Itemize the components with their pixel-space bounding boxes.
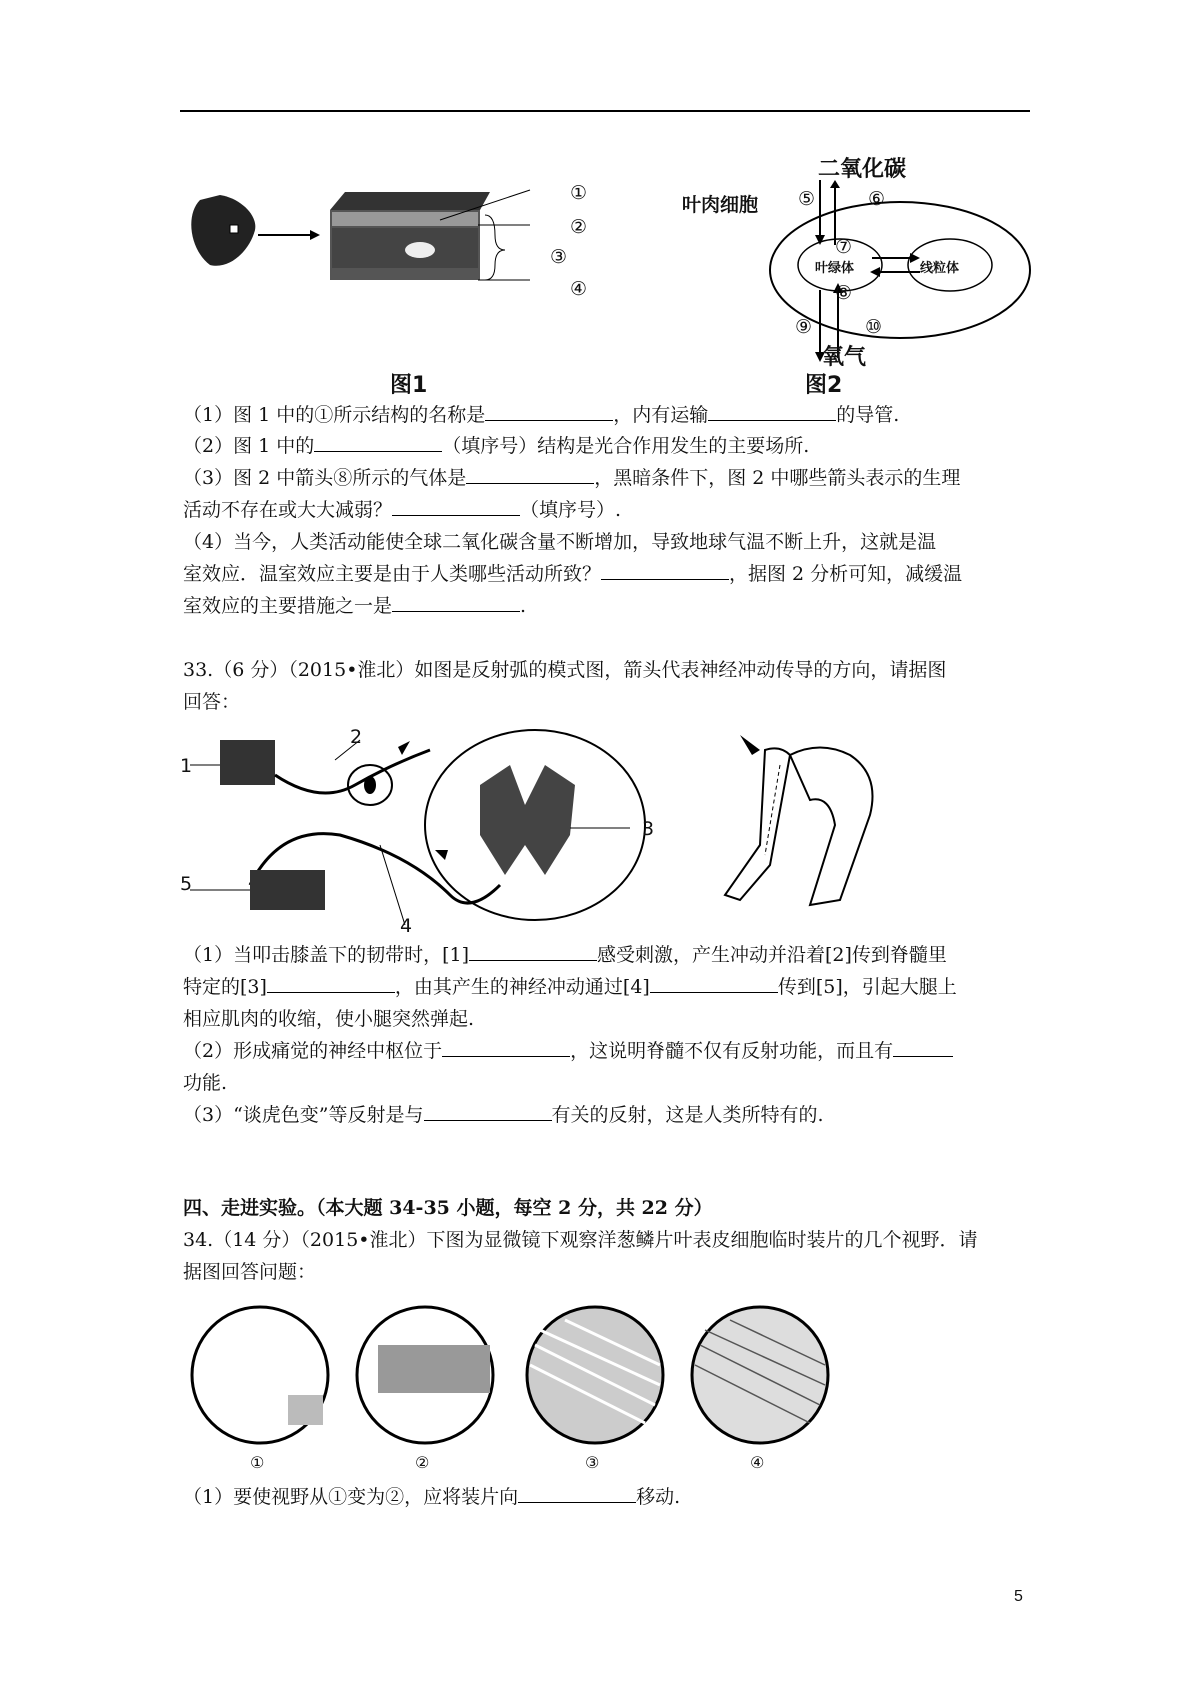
q33-line-1	[183, 940, 1033, 970]
q33-text: 有关的反射，这是人类所特有的.	[551, 1104, 824, 1126]
q32-text: （1）图 1 中的①所示结构的名称是	[183, 404, 486, 426]
q34-intro-2: 据图回答问题：	[183, 1261, 317, 1283]
q33-intro-2: 回答：	[183, 691, 241, 713]
q33-intro-1: 33.（6 分）（2015•淮北）如图是反射弧的模式图，箭头代表神经冲动传导的方向，请据图	[183, 659, 947, 681]
figure-2-chloroplast-label: 叶绿体	[815, 261, 855, 276]
q32-text: ，据图 2 分析可知，减缓温	[729, 563, 963, 585]
figure-reflex-arc	[180, 725, 650, 935]
q34-text: （1）要使视野从①变为②，应将装片向	[183, 1486, 519, 1508]
q32-line-4	[183, 495, 1033, 525]
answer-blank[interactable]	[469, 942, 597, 961]
figure-2-marker-5: ⑤	[798, 188, 816, 210]
q32-line-2	[183, 431, 1033, 461]
microscope-views	[185, 1305, 845, 1455]
figure-1-caption: 图1	[390, 373, 428, 398]
q33-line-2	[183, 972, 1033, 1002]
view-label-3: ③	[585, 1453, 600, 1472]
figure-2-cell-label: 叶肉细胞	[682, 194, 759, 216]
q33-line-5: 功能.	[183, 1072, 228, 1094]
answer-blank[interactable]	[708, 402, 836, 421]
figure-2-marker-9: ⑨	[795, 316, 813, 338]
q33-text: ，这说明脊髓不仅有反射功能，而且有	[570, 1040, 894, 1062]
reflex-label-5: 5	[180, 873, 193, 895]
q32-line-1	[183, 400, 1033, 430]
q33-line-6	[183, 1100, 1033, 1130]
figure-1-marker-1: ①	[570, 182, 588, 204]
q32-text: （填序号）.	[520, 499, 622, 521]
q33-text: （2）形成痛觉的神经中枢位于	[183, 1040, 443, 1062]
view-label-1: ①	[250, 1453, 265, 1472]
q33-text: （3）“谈虎色变”等反射是与	[183, 1104, 424, 1126]
figure-2-marker-8: ⑧	[835, 282, 853, 304]
answer-blank[interactable]	[650, 974, 778, 993]
answer-blank[interactable]	[267, 974, 395, 993]
figure-2-bottom-label: 氧气	[822, 345, 867, 370]
q34-text: 移动.	[636, 1486, 681, 1508]
reflex-label-1: 1	[180, 755, 193, 777]
q33-text: 感受刺激，产生冲动并沿着[2]传到脊髓里	[597, 944, 947, 966]
view-label-2: ②	[415, 1453, 430, 1472]
figure-1-marker-2: ②	[570, 216, 588, 238]
q34-intro-1: 34.（14 分）（2015•淮北）下图为显微镜下观察洋葱鳞片叶表皮细胞临时装片的几个视野．请	[183, 1229, 978, 1251]
figure-2-marker-7: ⑦	[835, 236, 853, 258]
answer-blank[interactable]	[601, 561, 729, 580]
q32-text: 的导管.	[836, 404, 900, 426]
q32-text: .	[520, 595, 527, 617]
answer-blank[interactable]	[442, 1038, 570, 1057]
answer-blank[interactable]	[485, 402, 613, 421]
figure-2-marker-10: ⑩	[865, 316, 883, 338]
q32-text: ，内有运输	[613, 404, 709, 426]
q32-line-5	[183, 527, 1033, 557]
q32-line-3	[183, 463, 1033, 493]
q33-text: ，由其产生的神经冲动通过[4]	[394, 976, 650, 998]
answer-blank[interactable]	[466, 465, 594, 484]
q32-text: ，黑暗条件下，图 2 中哪些箭头表示的生理	[594, 467, 961, 489]
q32-text: 室效应．温室效应主要是由于人类哪些活动所致？	[183, 563, 602, 585]
q32-text: （4）当今，人类活动能使全球二氧化碳含量不断增加，导致地球气温不断上升，这就是温	[183, 531, 937, 553]
q32-text: 室效应的主要措施之一是	[183, 595, 393, 617]
reflex-label-3: 3	[642, 818, 655, 840]
answer-blank[interactable]	[314, 433, 442, 452]
answer-blank[interactable]	[392, 593, 520, 612]
figure-1-marker-4: ④	[570, 278, 588, 300]
q32-text: （2）图 1 中的	[183, 435, 315, 457]
view-label-4: ④	[750, 1453, 765, 1472]
q32-line-6	[183, 559, 1033, 589]
section-4-heading: 四、走进实验。（本大题 34-35 小题，每空 2 分，共 22 分）	[183, 1197, 713, 1219]
figure-knee-jerk-leg	[720, 725, 910, 915]
q32-text: （3）图 2 中箭头⑧所示的气体是	[183, 467, 467, 489]
q32-text: 活动不存在或大大减弱？	[183, 499, 393, 521]
reflex-label-2: 2	[350, 726, 363, 748]
q33-line-4	[183, 1036, 1033, 1066]
answer-blank[interactable]	[518, 1484, 636, 1503]
reflex-label-4: 4	[400, 915, 413, 937]
figure-2-mitochondria-label: 线粒体	[920, 261, 960, 276]
answer-blank[interactable]	[392, 497, 520, 516]
figure-2-marker-6: ⑥	[868, 188, 886, 210]
q33-text: （1）当叩击膝盖下的韧带时，[1]	[183, 944, 470, 966]
q33-text: 特定的[3]	[183, 976, 267, 998]
q32-line-7	[183, 591, 1033, 621]
page-number: 5	[1014, 1588, 1023, 1605]
figure-1-marker-3: ③	[550, 246, 568, 268]
q33-text: 传到[5]，引起大腿上	[777, 976, 957, 998]
answer-blank[interactable]	[893, 1038, 953, 1057]
figure-2-caption: 图2	[805, 373, 843, 398]
q33-line-3: 相应肌肉的收缩，使小腿突然弹起.	[183, 1008, 475, 1030]
figure-2-top-label: 二氧化碳	[818, 157, 907, 182]
q32-text: （填序号）结构是光合作用发生的主要场所.	[442, 435, 810, 457]
figure-1-leaf-section	[180, 180, 610, 300]
header-rule	[180, 110, 1030, 112]
answer-blank[interactable]	[424, 1102, 552, 1121]
q34-line-1	[183, 1482, 1033, 1512]
